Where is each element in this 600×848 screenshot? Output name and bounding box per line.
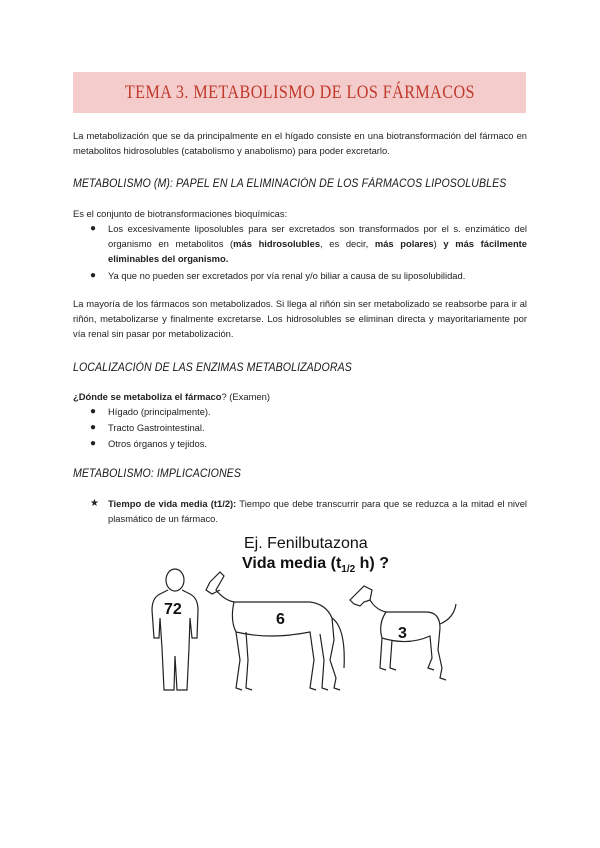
human-value: 72	[164, 601, 182, 618]
section1-heading: METABOLISMO (M): PAPEL EN LA ELIMINACIÓN DE LOS FÁRMACOS LIPOSOLUBLES	[73, 178, 507, 190]
section1-bullets	[90, 221, 527, 283]
horse-outline	[206, 572, 344, 690]
half-life-illustration	[150, 528, 460, 698]
section3-heading: METABOLISMO: IMPLICACIONES	[73, 468, 241, 480]
bullet-dot-icon: ●	[90, 406, 97, 417]
figure-title: Ej. Fenilbutazona	[244, 535, 368, 552]
list-item: ★ Tiempo de vida media (t1/2): Tiempo que debe transcurrir para que se reduzca a la mitad el nivel plasmático de un fármaco.	[90, 498, 527, 524]
bullet-dot-icon: ●	[90, 438, 97, 449]
figure-subtitle: Vida media ($t_{1/2}$ h) ?	[242, 555, 389, 575]
list-item: ● Otros órganos y tejidos.	[90, 438, 208, 449]
dog-value: 3	[398, 625, 407, 642]
section2-question: ¿Dónde se metaboliza el fármaco? (Examen)	[73, 391, 270, 402]
list-item: ● Ya que no pueden ser excretados por vía renal y/o biliar a causa de su liposolubilidad.	[90, 270, 466, 281]
horse-value: 6	[276, 611, 285, 628]
section1-lead: Es el conjunto de biotransformaciones bioquímicas:	[73, 208, 288, 219]
list-item: ● Hígado (principalmente).	[90, 406, 211, 417]
section2-bullets	[90, 404, 527, 451]
intro-paragraph: La metabolización que se da principalmente en el hígado consiste en una biotransformación del fármaco en metabolitos hidrosolubles (catabolismo y anabolismo) para poder excretarlo.	[73, 130, 527, 156]
section1-paragraph: La mayoría de los fármacos son metabolizados. Si llega al riñón sin ser metabolizado se reabsorbe para ir al riñón, metabolizarse y finalmente excretarse. Los hidrosolubles se eliminan directa y mayoritariamente por vía renal sin pasar por metabolización.	[73, 298, 527, 339]
star-icon: ★	[90, 498, 99, 509]
bullet-dot-icon: ●	[90, 223, 97, 234]
page-title: TEMA 3. METABOLISMO DE LOS FÁRMACOS	[124, 81, 475, 103]
human-outline	[152, 569, 198, 690]
title-banner	[73, 72, 526, 113]
bullet-dot-icon: ●	[90, 422, 97, 433]
section2-heading: LOCALIZACIÓN DE LAS ENZIMAS METABOLIZADORAS	[73, 362, 352, 374]
half-life-figure	[150, 528, 460, 698]
bullet-dot-icon: ●	[90, 270, 97, 281]
list-item: ● Tracto Gastrointestinal.	[90, 422, 205, 433]
section3-bullets	[90, 496, 527, 526]
list-item: ● Los excesivamente liposolubles para ser excretados son transformados por el s. enzimático del organismo en metabolitos (más hidrosolubles, es decir, más polares) y más fácilmente eliminables del organismo.	[90, 223, 528, 264]
